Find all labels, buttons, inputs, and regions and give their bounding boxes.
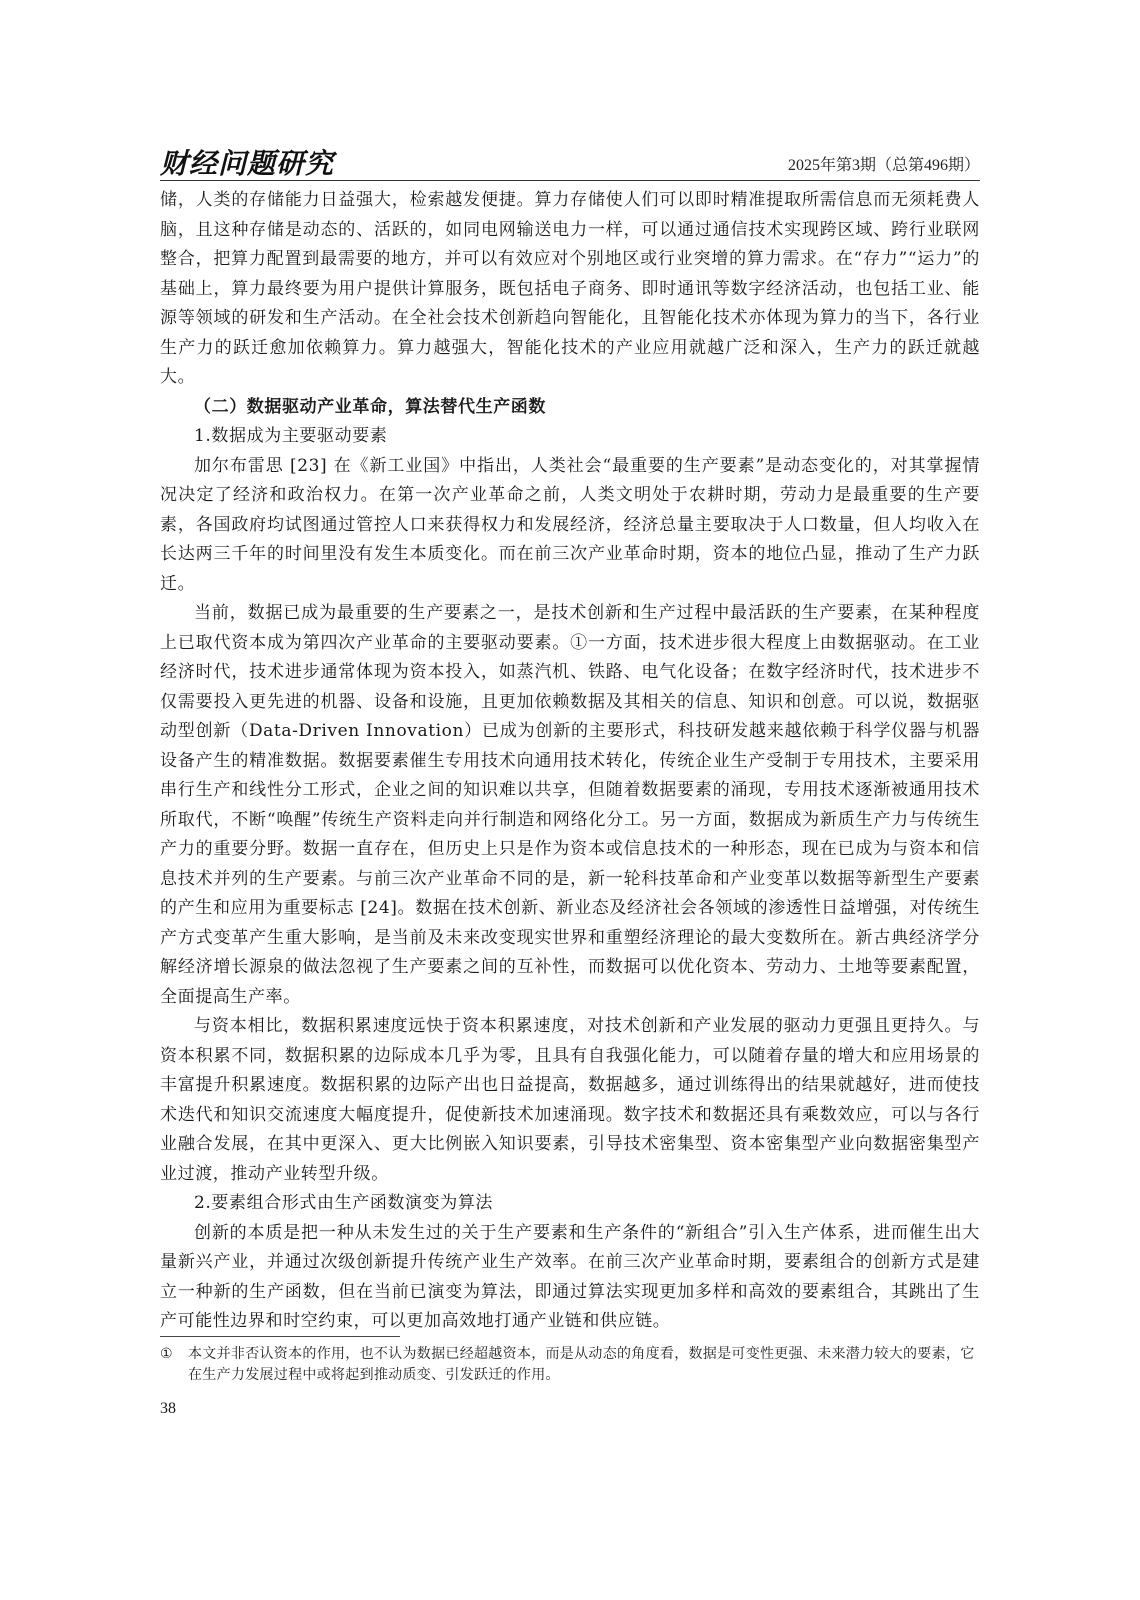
page-number: 38: [160, 1400, 176, 1417]
footnote-mark: ①: [160, 1346, 173, 1362]
paragraph: 与资本相比，数据积累速度远快于资本积累速度，对技术创新和产业发展的驱动力更强且更持久。与资本积累不同，数据积累的边际成本几乎为零，且具有自我强化能力，可以随着存量的增大和应用场景的丰富提升积累速度。数据积累的边际产出也日益提高，数据越多，通过训练得出的结果就越好，进而使技术迭代和知识交流速度大幅度提升，促使新技术加速涌现。数字技术和数据还具有乘数效应，可以与各行业融合发展，在其中更深入、更大比例嵌入知识要素，引导技术密集型、资本密集型产业向数据密集型产业过渡，推动产业转型升级。: [160, 1016, 980, 1184]
paragraph: 加尔布雷思 [23] 在《新工业国》中指出，人类社会“最重要的生产要素”是动态变化的，对其掌握情况决定了经济和政治权力。在第一次产业革命之前，人类文明处于农耕时期，劳动力是最重要的生产要素，各国政府均试图通过管控人口来获得权力和发展经济，经济总量主要取决于人口数量，但人均收入在长达两三千年的时间里没有发生本质变化。而在前三次产业革命时期，资本的地位凸显，推动了生产力跃迁。: [160, 455, 980, 594]
journal-logo: 财经问题研究: [160, 147, 335, 180]
paragraph: 当前，数据已成为最重要的生产要素之一，是技术创新和生产过程中最活跃的生产要素，在某种程度上已取代资本成为第四次产业革命的主要驱动要素。①一方面，技术进步很大程度上由数据驱动。在工业经济时代，技术进步通常体现为资本投入，如蒸汽机、铁路、电气化设备；在数字经济时代，技术进步不仅需要投入更先进的机器、设备和设施，且更加依赖数据及其相关的信息、知识和创意。可以说，数据驱动型创新（Data-Driven Innovation）已成为创新的主要形式，科技研发越来越依赖于科学仪器与机器设备产生的精准数据。数据要素催生专用技术向通用技术转化，传统企业生产受制于专用技术，主要采用串行生产和线性分工形式，企业之间的知识难以共享，但随着数据要素的涌现，专用技术逐渐被通用技术所取代，不断“唤醒”传统生产资料走向并行制造和网络化分工。另一方面，数据成为新质生产力与传统生产力的重要分野。数据一直存在，但历史上只是作为资本或信息技术的一种形态，现在已成为与资本和信息技术并列的生产要素。与前三次产业革命不同的是，新一轮科技革命和产业变革以数据等新型生产要素的产生和应用为重要标志 [24]。数据在技术创新、新业态及经济社会各领域的渗透性日益增强，对传统生产方式变革产生重大影响，是当前及未来改变现实世界和重塑经济理论的最大变数所在。新古典经济学分解经济增长源泉的做法忽视了生产要素之间的互补性，而数据可以优化资本、劳动力、土地等要素配置，全面提高生产率。: [160, 603, 980, 1007]
footnote-text: 本文并非否认资本的作用，也不认为数据已经超越资本，而是从动态的角度看，数据是可变性更强、未来潜力较大的要素，它在生产力发展过程中或将起到推动质变、引发跃迁的作用。: [188, 1346, 975, 1383]
footnote-divider: [160, 1336, 400, 1337]
page-header: [160, 140, 980, 180]
article-body: [160, 186, 980, 1337]
subsection-heading: 1.数据成为主要驱动要素: [194, 426, 388, 446]
section-heading: （二）数据驱动产业革命，算法替代生产函数: [194, 396, 546, 417]
issue-info: 2025年第3期（总第496期）: [787, 157, 980, 174]
subsection-heading: 2.要素组合形式由生产函数演变为算法: [194, 1193, 494, 1213]
paragraph: 储，人类的存储能力日益强大，检索越发便捷。算力存储使人们可以即时精准提取所需信息而无须耗费人脑，且这种存储是动态的、活跃的，如同电网输送电力一样，可以通过通信技术实现跨区域、跨行业联网整合，把算力配置到最需要的地方，并可以有效应对个别地区或行业突增的算力需求。在“存力”“运力”的基础上，算力最终要为用户提供计算服务，既包括电子商务、即时通讯等数字经济活动，也包括工业、能源等领域的研发和生产活动。在全社会技术创新趋向智能化，且智能化技术亦体现为算力的当下，各行业生产力的跃迁愈加依赖算力。算力越强大，智能化技术的产业应用就越广泛和深入，生产力的跃迁就越大。: [160, 190, 980, 387]
footnote: [160, 1344, 980, 1386]
paragraph: 创新的本质是把一种从未发生过的关于生产要素和生产条件的“新组合”引入生产体系，进而催生出大量新兴产业，并通过次级创新提升传统产业生产效率。在前三次产业革命时期，要素组合的创新方式是建立一种新的生产函数，但在当前已演变为算法，即通过算法实现更加多样和高效的要素组合，其跳出了生产可能性边界和时空约束，可以更加高效地打通产业链和供应链。: [160, 1222, 980, 1331]
header-divider: [160, 180, 980, 181]
